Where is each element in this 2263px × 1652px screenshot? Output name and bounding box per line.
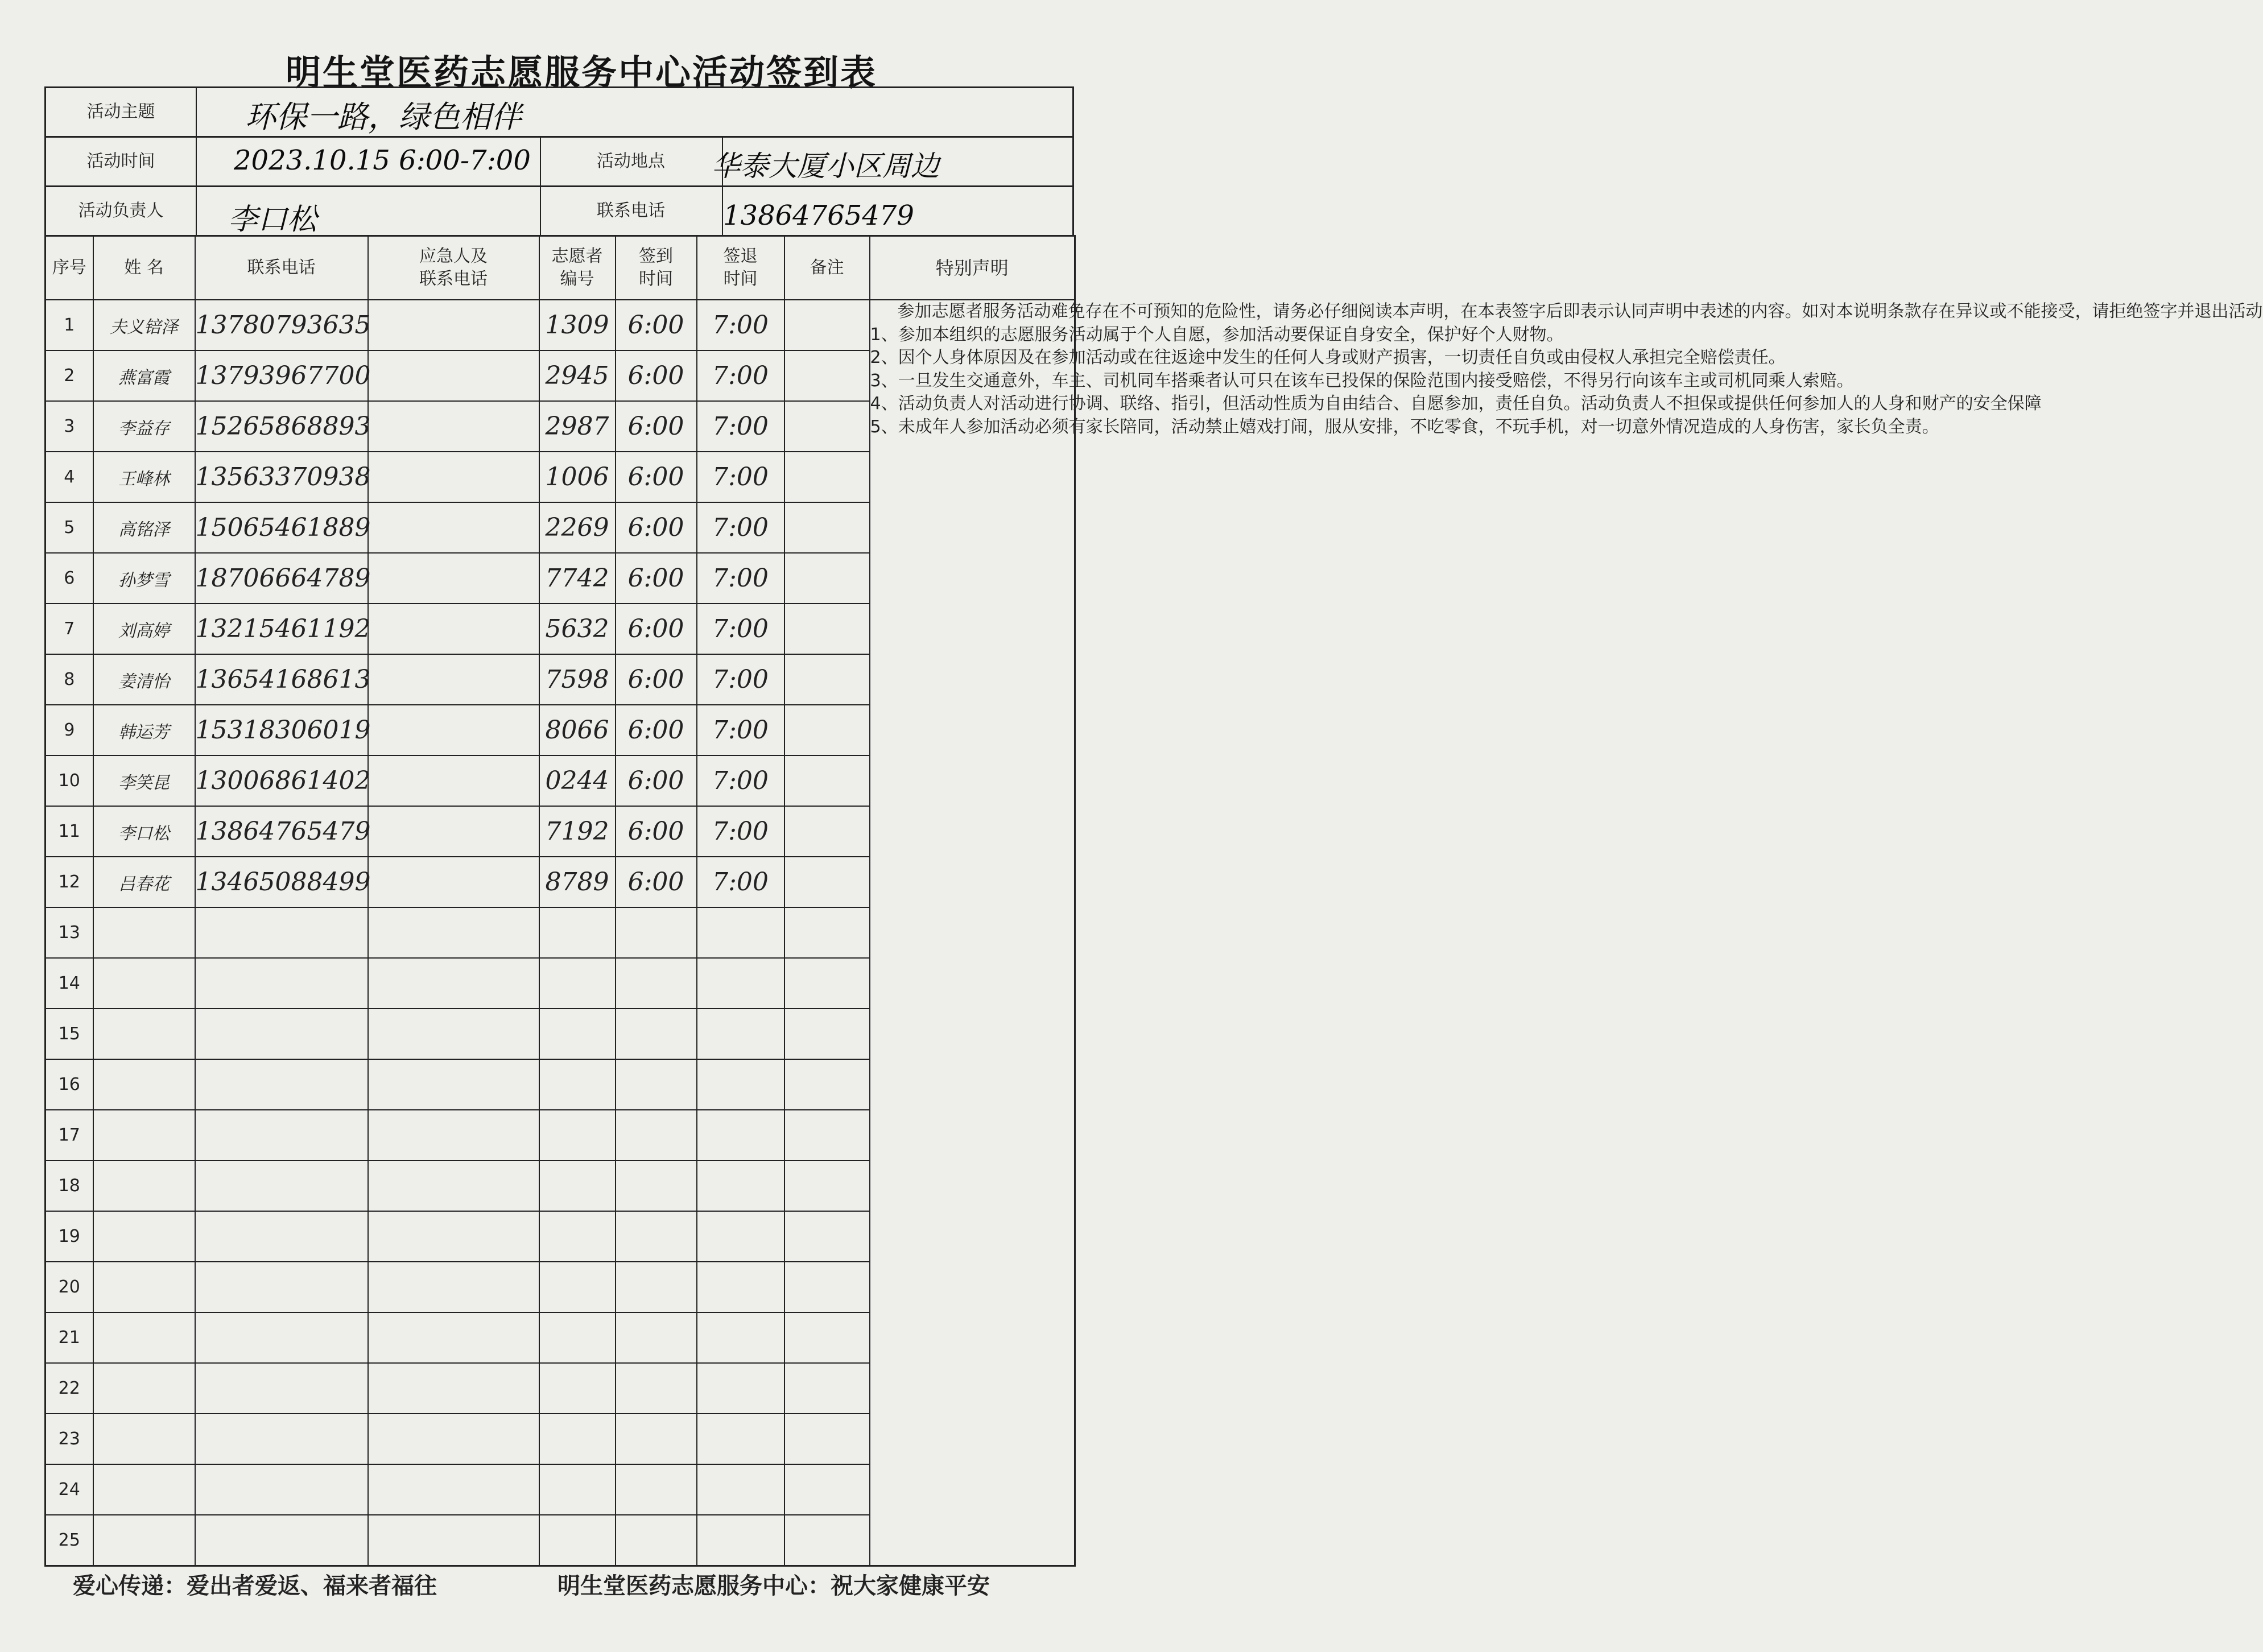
cell-seq: 16 bbox=[46, 1059, 93, 1110]
theme-row bbox=[44, 86, 1074, 136]
footer-right: 明生堂医药志愿服务中心：祝大家健康平安 bbox=[558, 1573, 990, 1599]
place-value: 华泰大厦小区周边 bbox=[712, 150, 939, 183]
col-name: 姓 名 bbox=[93, 236, 195, 300]
cell-phone: 15265868893 bbox=[195, 401, 368, 452]
cell-volunteer-no: 2269 bbox=[539, 502, 616, 553]
col-phone: 联系电话 bbox=[195, 236, 368, 300]
cell-emergency bbox=[368, 452, 539, 502]
cell-sign-out: 7:00 bbox=[697, 300, 784, 350]
cell-name: 李益存 bbox=[93, 401, 195, 452]
cell-name: 孙梦雪 bbox=[93, 553, 195, 604]
cell-sign-out: 7:00 bbox=[697, 654, 784, 705]
cell-seq: 5 bbox=[46, 502, 93, 553]
cell-phone bbox=[195, 1515, 368, 1566]
cell-sign-out: 7:00 bbox=[697, 857, 784, 907]
cell-sign-in bbox=[616, 1414, 697, 1464]
cell-seq: 9 bbox=[46, 705, 93, 755]
cell-phone bbox=[195, 1262, 368, 1312]
cell-phone: 15065461889 bbox=[195, 502, 368, 553]
statement-paragraph: 2、因个人身体原因及在参加活动或在往返途中发生的任何人身或财产损害，一切责任自负或由侵权人承担完全赔偿责任。 bbox=[870, 348, 1786, 367]
cell-name bbox=[93, 1160, 195, 1211]
cell-emergency bbox=[368, 907, 539, 958]
cell-sign-in: 6:00 bbox=[616, 401, 697, 452]
cell-phone bbox=[195, 1009, 368, 1059]
cell-sign-in bbox=[616, 1515, 697, 1566]
cell-sign-in: 6:00 bbox=[616, 604, 697, 654]
cell-name: 韩运芳 bbox=[93, 705, 195, 755]
cell-emergency bbox=[368, 654, 539, 705]
cell-volunteer-no bbox=[539, 1009, 616, 1059]
cell-volunteer-no: 2945 bbox=[539, 350, 616, 401]
cell-emergency bbox=[368, 1262, 539, 1312]
cell-sign-in bbox=[616, 1363, 697, 1414]
cell-remark bbox=[784, 401, 870, 452]
cell-phone: 18706664789 bbox=[195, 553, 368, 604]
cell-remark bbox=[784, 806, 870, 857]
cell-seq: 18 bbox=[46, 1160, 93, 1211]
cell-remark bbox=[784, 350, 870, 401]
cell-volunteer-no: 8789 bbox=[539, 857, 616, 907]
cell-remark bbox=[784, 604, 870, 654]
col-seq: 序号 bbox=[46, 236, 93, 300]
cell-seq: 17 bbox=[46, 1110, 93, 1160]
cell-sign-out bbox=[697, 1009, 784, 1059]
cell-emergency bbox=[368, 1009, 539, 1059]
cell-remark bbox=[784, 1515, 870, 1566]
cell-phone bbox=[195, 1414, 368, 1464]
statement-paragraph: 5、未成年人参加活动必须有家长陪同，活动禁止嬉戏打闹，服从安排，不吃零食，不玩手机，对一切意外情况造成的人身伤害，家长负全责。 bbox=[870, 416, 1939, 437]
cell-phone: 13215461192 bbox=[195, 604, 368, 654]
cell-name: 夫义锫泽 bbox=[93, 300, 195, 350]
cell-emergency bbox=[368, 1363, 539, 1414]
cell-seq: 1 bbox=[46, 300, 93, 350]
cell-seq: 4 bbox=[46, 452, 93, 502]
place-label: 活动地点 bbox=[597, 151, 665, 171]
cell-seq: 22 bbox=[46, 1363, 93, 1414]
cell-remark bbox=[784, 907, 870, 958]
cell-remark bbox=[784, 452, 870, 502]
col-remark: 备注 bbox=[784, 236, 870, 300]
cell-sign-in: 6:00 bbox=[616, 350, 697, 401]
cell-phone bbox=[195, 1160, 368, 1211]
cell-name: 王峰林 bbox=[93, 452, 195, 502]
cell-remark bbox=[784, 1464, 870, 1515]
cell-sign-out bbox=[697, 907, 784, 958]
cell-sign-in bbox=[616, 907, 697, 958]
cell-volunteer-no: 7192 bbox=[539, 806, 616, 857]
cell-remark bbox=[784, 857, 870, 907]
cell-sign-out: 7:00 bbox=[697, 553, 784, 604]
cell-name: 燕富霞 bbox=[93, 350, 195, 401]
cell-volunteer-no: 0244 bbox=[539, 755, 616, 806]
cell-sign-out bbox=[697, 1110, 784, 1160]
cell-name bbox=[93, 1110, 195, 1160]
cell-name: 李口松 bbox=[93, 806, 195, 857]
cell-sign-out: 7:00 bbox=[697, 604, 784, 654]
cell-remark bbox=[784, 958, 870, 1009]
cell-remark bbox=[784, 553, 870, 604]
form bbox=[44, 86, 2263, 1567]
cell-sign-in: 6:00 bbox=[616, 654, 697, 705]
col-emergency: 应急人及 联系电话 bbox=[368, 236, 539, 300]
cell-sign-in bbox=[616, 1009, 697, 1059]
cell-sign-in bbox=[616, 1059, 697, 1110]
cell-phone bbox=[195, 1363, 368, 1414]
cell-name bbox=[93, 1211, 195, 1262]
cell-sign-out bbox=[697, 1312, 784, 1363]
cell-emergency bbox=[368, 300, 539, 350]
attendance-table bbox=[44, 235, 2263, 1567]
cell-volunteer-no: 1006 bbox=[539, 452, 616, 502]
cell-volunteer-no: 7598 bbox=[539, 654, 616, 705]
cell-remark bbox=[784, 502, 870, 553]
leader-label: 活动负责人 bbox=[78, 201, 164, 221]
cell-seq: 7 bbox=[46, 604, 93, 654]
cell-remark bbox=[784, 1312, 870, 1363]
cell-name: 吕春花 bbox=[93, 857, 195, 907]
cell-sign-in bbox=[616, 1262, 697, 1312]
col-sign-out: 签退 时间 bbox=[697, 236, 784, 300]
cell-sign-in bbox=[616, 1211, 697, 1262]
phone-value: 13864765479 bbox=[723, 200, 914, 232]
cell-sign-in: 6:00 bbox=[616, 857, 697, 907]
cell-sign-out bbox=[697, 1262, 784, 1312]
cell-phone: 13793967700 bbox=[195, 350, 368, 401]
time-place-row bbox=[44, 136, 1074, 185]
cell-sign-in bbox=[616, 1312, 697, 1363]
cell-name: 刘高婷 bbox=[93, 604, 195, 654]
cell-sign-out: 7:00 bbox=[697, 502, 784, 553]
cell-remark bbox=[784, 1059, 870, 1110]
page-title: 明生堂医药志愿服务中心活动签到表 bbox=[285, 52, 877, 93]
cell-volunteer-no bbox=[539, 1414, 616, 1464]
table-row bbox=[46, 300, 1075, 350]
cell-sign-out bbox=[697, 1414, 784, 1464]
cell-remark bbox=[784, 1110, 870, 1160]
cell-sign-in: 6:00 bbox=[616, 806, 697, 857]
cell-phone bbox=[195, 1464, 368, 1515]
cell-volunteer-no: 7742 bbox=[539, 553, 616, 604]
cell-seq: 24 bbox=[46, 1464, 93, 1515]
cell-name bbox=[93, 958, 195, 1009]
cell-sign-out bbox=[697, 958, 784, 1009]
cell-name bbox=[93, 1464, 195, 1515]
theme-value: 环保一路，绿色相伴 bbox=[245, 99, 522, 135]
cell-emergency bbox=[368, 857, 539, 907]
cell-seq: 8 bbox=[46, 654, 93, 705]
cell-seq: 25 bbox=[46, 1515, 93, 1566]
cell-emergency bbox=[368, 1160, 539, 1211]
cell-seq: 15 bbox=[46, 1009, 93, 1059]
cell-name bbox=[93, 1515, 195, 1566]
cell-sign-in: 6:00 bbox=[616, 705, 697, 755]
cell-emergency bbox=[368, 1515, 539, 1566]
cell-emergency bbox=[368, 604, 539, 654]
cell-sign-out bbox=[697, 1059, 784, 1110]
cell-volunteer-no: 1309 bbox=[539, 300, 616, 350]
statement-paragraph: 4、活动负责人对活动进行协调、联络、指引，但活动性质为自由结合、自愿参加，责任自负。活动负责人不担保或提供任何参加人的人身和财产的安全保障 bbox=[870, 394, 2042, 414]
cell-phone: 13654168613 bbox=[195, 654, 368, 705]
cell-volunteer-no bbox=[539, 1059, 616, 1110]
cell-emergency bbox=[368, 1110, 539, 1160]
cell-seq: 19 bbox=[46, 1211, 93, 1262]
cell-seq: 20 bbox=[46, 1262, 93, 1312]
cell-phone: 13864765479 bbox=[195, 806, 368, 857]
cell-name bbox=[93, 1059, 195, 1110]
cell-sign-out: 7:00 bbox=[697, 401, 784, 452]
cell-name bbox=[93, 1363, 195, 1414]
cell-phone bbox=[195, 907, 368, 958]
statement-paragraph: 3、一旦发生交通意外，车主、司机同车搭乘者认可只在该车已投保的保险范围内接受赔偿，不得另行向该车主或司机同乘人索赔。 bbox=[870, 370, 1854, 391]
cell-sign-out bbox=[697, 1464, 784, 1515]
cell-sign-out: 7:00 bbox=[697, 452, 784, 502]
cell-remark bbox=[784, 1160, 870, 1211]
cell-name: 李笑昆 bbox=[93, 755, 195, 806]
cell-seq: 21 bbox=[46, 1312, 93, 1363]
cell-sign-in: 6:00 bbox=[616, 502, 697, 553]
cell-sign-in: 6:00 bbox=[616, 452, 697, 502]
cell-emergency bbox=[368, 401, 539, 452]
cell-sign-out bbox=[697, 1515, 784, 1566]
cell-remark bbox=[784, 705, 870, 755]
col-statement: 特别声明 bbox=[870, 236, 1075, 300]
cell-seq: 12 bbox=[46, 857, 93, 907]
cell-volunteer-no: 2987 bbox=[539, 401, 616, 452]
cell-emergency bbox=[368, 1211, 539, 1262]
cell-name bbox=[93, 1262, 195, 1312]
cell-volunteer-no: 8066 bbox=[539, 705, 616, 755]
time-value: 2023.10.15 6:00-7:00 bbox=[234, 144, 531, 176]
table-header bbox=[46, 236, 1075, 300]
cell-sign-in bbox=[616, 958, 697, 1009]
cell-seq: 11 bbox=[46, 806, 93, 857]
cell-remark bbox=[784, 1009, 870, 1059]
cell-remark bbox=[784, 755, 870, 806]
cell-phone bbox=[195, 1312, 368, 1363]
cell-volunteer-no: 5632 bbox=[539, 604, 616, 654]
cell-sign-in bbox=[616, 1464, 697, 1515]
cell-emergency bbox=[368, 553, 539, 604]
cell-seq: 2 bbox=[46, 350, 93, 401]
table-body bbox=[46, 300, 2263, 1566]
cell-emergency bbox=[368, 958, 539, 1009]
cell-name bbox=[93, 907, 195, 958]
cell-volunteer-no bbox=[539, 1312, 616, 1363]
cell-sign-out: 7:00 bbox=[697, 705, 784, 755]
cell-remark bbox=[784, 300, 870, 350]
cell-phone bbox=[195, 1110, 368, 1160]
cell-sign-out bbox=[697, 1211, 784, 1262]
cell-phone: 13780793635 bbox=[195, 300, 368, 350]
leader-value: 李口松 bbox=[228, 203, 317, 237]
special-statement bbox=[870, 300, 2263, 1566]
cell-phone bbox=[195, 1059, 368, 1110]
cell-name bbox=[93, 1312, 195, 1363]
cell-name: 高铭泽 bbox=[93, 502, 195, 553]
cell-sign-in bbox=[616, 1110, 697, 1160]
cell-phone bbox=[195, 958, 368, 1009]
cell-volunteer-no bbox=[539, 1160, 616, 1211]
cell-sign-out bbox=[697, 1160, 784, 1211]
cell-seq: 23 bbox=[46, 1414, 93, 1464]
cell-volunteer-no bbox=[539, 1262, 616, 1312]
cell-volunteer-no bbox=[539, 1464, 616, 1515]
footer-left: 爱心传递：爱出者爱返、福来者福往 bbox=[73, 1573, 437, 1599]
phone-label: 联系电话 bbox=[597, 201, 665, 221]
leader-phone-row bbox=[44, 185, 1074, 235]
cell-seq: 14 bbox=[46, 958, 93, 1009]
cell-remark bbox=[784, 1414, 870, 1464]
cell-volunteer-no bbox=[539, 1211, 616, 1262]
cell-emergency bbox=[368, 1464, 539, 1515]
cell-seq: 6 bbox=[46, 553, 93, 604]
cell-name bbox=[93, 1009, 195, 1059]
cell-sign-in: 6:00 bbox=[616, 755, 697, 806]
cell-remark bbox=[784, 654, 870, 705]
cell-remark bbox=[784, 1363, 870, 1414]
cell-seq: 10 bbox=[46, 755, 93, 806]
cell-volunteer-no bbox=[539, 958, 616, 1009]
cell-sign-out: 7:00 bbox=[697, 806, 784, 857]
cell-emergency bbox=[368, 755, 539, 806]
cell-emergency bbox=[368, 1312, 539, 1363]
cell-emergency bbox=[368, 1059, 539, 1110]
theme-label: 活动主题 bbox=[86, 102, 155, 122]
statement-paragraph: 参加志愿者服务活动难免存在不可预知的危险性，请务必仔细阅读本声明，在本表签字后即表示认同声明中表述的内容。如对本说明条款存在异议或不能接受，请拒绝签字并退出活动 bbox=[897, 302, 2263, 321]
time-label: 活动时间 bbox=[86, 151, 155, 171]
cell-phone: 15318306019 bbox=[195, 705, 368, 755]
cell-sign-in: 6:00 bbox=[616, 553, 697, 604]
cell-name: 姜清怡 bbox=[93, 654, 195, 705]
cell-phone: 13465088499 bbox=[195, 857, 368, 907]
cell-phone bbox=[195, 1211, 368, 1262]
cell-phone: 13563370938 bbox=[195, 452, 368, 502]
cell-seq: 3 bbox=[46, 401, 93, 452]
cell-phone: 13006861402 bbox=[195, 755, 368, 806]
cell-sign-in: 6:00 bbox=[616, 300, 697, 350]
statement-paragraph: 1、参加本组织的志愿服务活动属于个人自愿，参加活动要保证自身安全，保护好个人财物。 bbox=[870, 324, 1564, 345]
cell-volunteer-no bbox=[539, 1363, 616, 1414]
cell-volunteer-no bbox=[539, 907, 616, 958]
col-sign-in: 签到 时间 bbox=[616, 236, 697, 300]
cell-volunteer-no bbox=[539, 1110, 616, 1160]
cell-remark bbox=[784, 1211, 870, 1262]
cell-emergency bbox=[368, 502, 539, 553]
cell-sign-out: 7:00 bbox=[697, 350, 784, 401]
col-volunteer-no: 志愿者 编号 bbox=[539, 236, 616, 300]
cell-sign-out: 7:00 bbox=[697, 755, 784, 806]
cell-remark bbox=[784, 1262, 870, 1312]
cell-volunteer-no bbox=[539, 1515, 616, 1566]
cell-emergency bbox=[368, 1414, 539, 1464]
cell-sign-out bbox=[697, 1363, 784, 1414]
cell-emergency bbox=[368, 806, 539, 857]
cell-emergency bbox=[368, 350, 539, 401]
cell-emergency bbox=[368, 705, 539, 755]
cell-name bbox=[93, 1414, 195, 1464]
cell-sign-in bbox=[616, 1160, 697, 1211]
cell-seq: 13 bbox=[46, 907, 93, 958]
